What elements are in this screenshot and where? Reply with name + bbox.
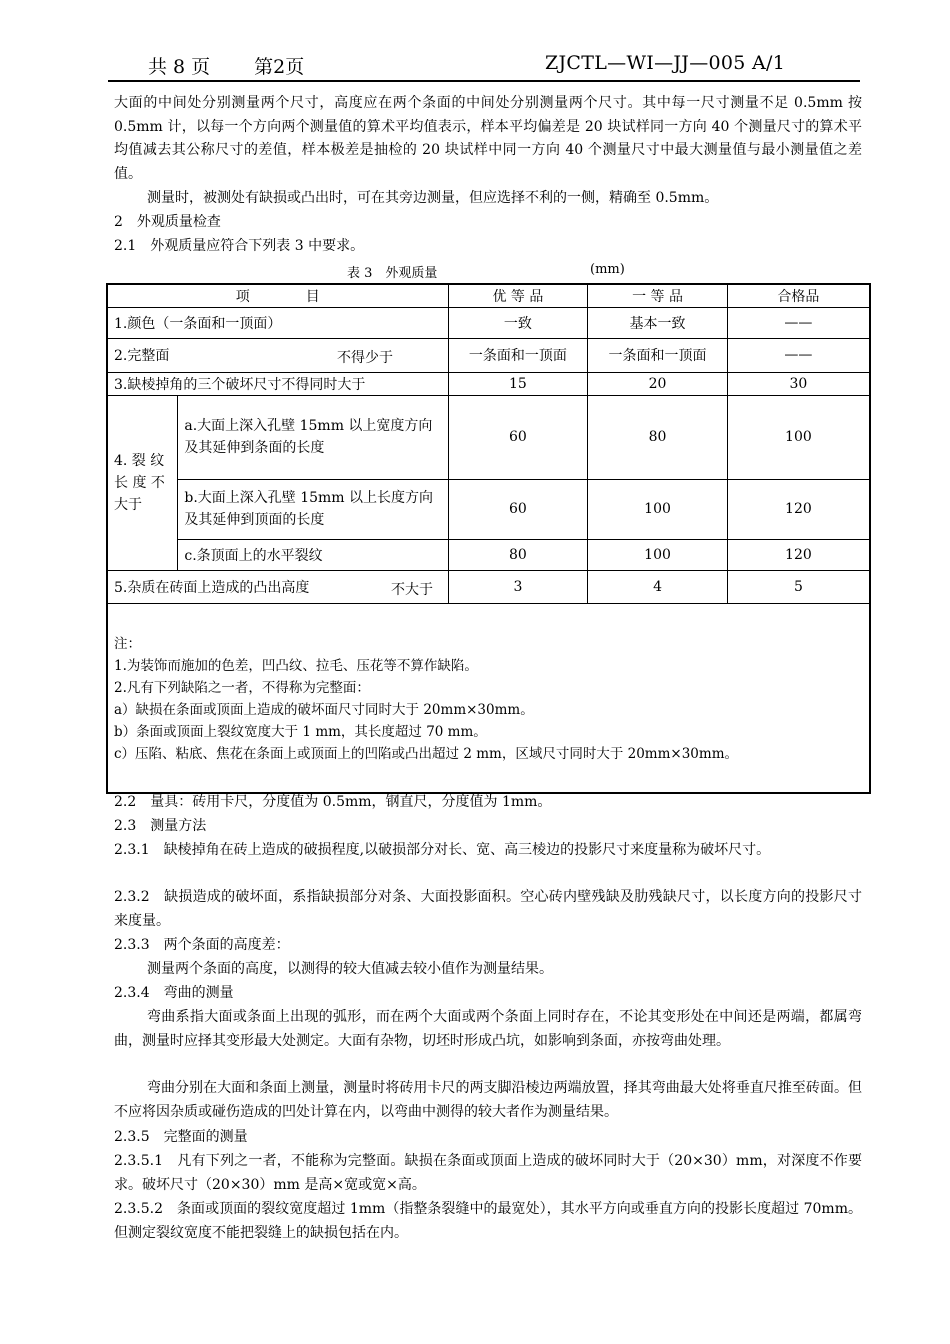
appearance-quality-table (106, 283, 871, 794)
section-2-3-5-2: 2.3.5.2 条面或顶面的裂纹宽度超过 1mm（指整条裂缝中的最宽处），其水平方向或垂直方向的投影长度超过 70mm。但测定裂纹宽度不能把裂缝上的缺损包括在内。 (114, 1201, 862, 1241)
crack-length-label: 4. 裂 纹 长 度 不 大于 (107, 395, 178, 570)
current-page: 第2页 (254, 56, 305, 78)
row2-first: 一条面和一顶面 (588, 338, 728, 372)
row4c-item: c.条顶面上的水平裂纹 (178, 539, 448, 570)
row1-qualified: —— (727, 307, 870, 338)
row4c-first: 100 (588, 539, 728, 570)
row5-item (107, 570, 448, 603)
table-row (107, 539, 870, 570)
row4a-first: 80 (588, 395, 728, 479)
total-pages: 共 8 页 (148, 56, 211, 78)
table-header-row (107, 284, 870, 307)
row1-premium: 一致 (448, 307, 588, 338)
row2-premium: 一条面和一顶面 (448, 338, 588, 372)
note-2b: b）条面或顶面上裂纹宽度大于 1 mm，其长度超过 70 mm。 (114, 723, 487, 740)
table-row (107, 307, 870, 338)
table-notes (107, 603, 870, 793)
header-item: 项 目 (107, 284, 448, 307)
row4c-qualified: 120 (727, 539, 870, 570)
section-2-3-4-para2: 弯曲分别在大面和条面上测量，测量时将砖用卡尺的两支脚沿棱边两端放置，择其弯曲最大处将垂直尺推至砖面。但不应将因杂质或碰伤造成的凹处计算在内，以弯曲中测得的较大者作为测量结果。 (114, 1080, 862, 1120)
table-row (107, 395, 870, 479)
row5-condition: 不大于 (391, 581, 433, 598)
section-2-3-4: 2.3.4 弯曲的测量 (114, 985, 234, 1001)
row4a-premium: 60 (448, 395, 588, 479)
table-row (107, 479, 870, 539)
section-2-3-5: 2.3.5 完整面的测量 (114, 1129, 248, 1145)
document-code: ZJCTL—WI—JJ—005 A/1 (545, 52, 786, 74)
row2-condition: 不得少于 (337, 349, 393, 366)
section-2-3-5-1: 2.3.5.1 凡有下列之一者，不能称为完整面。缺损在条面或顶面上造成的破坏同时大于（20×30）mm，对深度不作要求。破坏尺寸（20×30）mm 是高×宽或宽×高。 (114, 1153, 862, 1193)
row2-label: 2.完整面 (114, 348, 170, 364)
row4a-qualified: 100 (727, 395, 870, 479)
section-2-heading: 2 外观质量检查 (114, 214, 221, 230)
table-row (107, 372, 870, 395)
row3-first: 20 (588, 372, 728, 395)
measurement-note: 测量时，被测处有缺损或凸出时，可在其旁边测量，但应选择不利的一侧，精确至 0.5mm。 (147, 190, 719, 206)
section-2-3-2: 2.3.2 缺损造成的破坏面，系指缺损部分对条、大面投影面积。空心砖内壁残缺及肋残缺尺寸，以长度方向的投影尺寸来度量。 (114, 889, 862, 929)
table-row (107, 338, 870, 372)
table-row (107, 570, 870, 603)
note-2: 2.凡有下列缺陷之一者，不得称为完整面： (114, 679, 370, 696)
table-notes-row (107, 603, 870, 793)
row2-qualified: —— (727, 338, 870, 372)
row4b-premium: 60 (448, 479, 588, 539)
table-caption: 表 3 外观质量 (347, 266, 438, 281)
header-qualified: 合格品 (727, 284, 870, 307)
row3-premium: 15 (448, 372, 588, 395)
row1-item: 1.颜色（一条面和一顶面） (107, 307, 448, 338)
section-2-3-1: 2.3.1 缺棱掉角在砖上造成的破损程度,以破损部分对长、宽、高三棱边的投影尺寸来度量称为破坏尺寸。 (114, 842, 771, 858)
note-2c: c）压陷、粘底、焦花在条面上或顶面上的凹陷或凸出超过 2 mm，区域尺寸同时大于 20mm×30mm。 (114, 745, 738, 762)
row4b-item: b.大面上深入孔壁 15mm 以上长度方向及其延伸到顶面的长度 (178, 479, 448, 539)
note-2a: a）缺损在条面或顶面上造成的破坏面尺寸同时大于 20mm×30mm。 (114, 701, 534, 718)
section-2-3-4-para1: 弯曲系指大面或条面上出现的弧形，而在两个大面或两个条面上同时存在，不论其变形处在中间还是两端，都属弯曲，测量时应择其变形最大处测定。大面有杂物，切坯时形成凸坑，如影响到条面，亦按弯曲处理。 (114, 1009, 862, 1049)
section-2-1: 2.1 外观质量应符合下列表 3 中要求。 (114, 238, 365, 254)
page-header (108, 52, 860, 82)
row3-qualified: 30 (727, 372, 870, 395)
row4a-item: a.大面上深入孔壁 15mm 以上宽度方向及其延伸到条面的长度 (178, 395, 448, 479)
row2-item (107, 338, 448, 372)
row3-item: 3.缺棱掉角的三个破坏尺寸不得同时大于 (107, 372, 448, 395)
row1-first: 基本一致 (588, 307, 728, 338)
page-counter (148, 52, 348, 79)
header-first-class: 一 等 品 (588, 284, 728, 307)
row4c-premium: 80 (448, 539, 588, 570)
intro-paragraph: 大面的中间处分别测量两个尺寸，高度应在两个条面的中间处分别测量两个尺寸。其中每一尺寸测量不足 0.5mm 按 0.5mm 计，以每一个方向两个测量值的算术平均值表示，样本平均偏差是 20 块试样同一方向 40 个测量尺寸的算术平均值减去其公称尺寸的差值，样本极差是抽检的 20 块试样中同一方向 40 个测量尺寸中最大测量值与最小测量值之差值。 (114, 95, 862, 182)
header-premium: 优 等 品 (448, 284, 588, 307)
note-title: 注： (114, 635, 141, 652)
section-2-3-3: 2.3.3 两个条面的高度差： (114, 937, 290, 953)
row5-label: 5.杂质在砖面上造成的凸出高度 (114, 579, 310, 596)
row5-qualified: 5 (727, 570, 870, 603)
table-unit: (mm) (590, 262, 625, 277)
row5-first: 4 (588, 570, 728, 603)
row5-premium: 3 (448, 570, 588, 603)
section-2-2: 2.2 量具：砖用卡尺，分度值为 0.5mm，钢直尺，分度值为 1mm。 (114, 794, 552, 810)
row4b-qualified: 120 (727, 479, 870, 539)
row4b-first: 100 (588, 479, 728, 539)
section-2-3-3-text: 测量两个条面的高度，以测得的较大值减去较小值作为测量结果。 (147, 961, 553, 977)
note-1: 1.为装饰而施加的色差，凹凸纹、拉毛、压花等不算作缺陷。 (114, 657, 478, 674)
section-2-3: 2.3 测量方法 (114, 818, 207, 834)
